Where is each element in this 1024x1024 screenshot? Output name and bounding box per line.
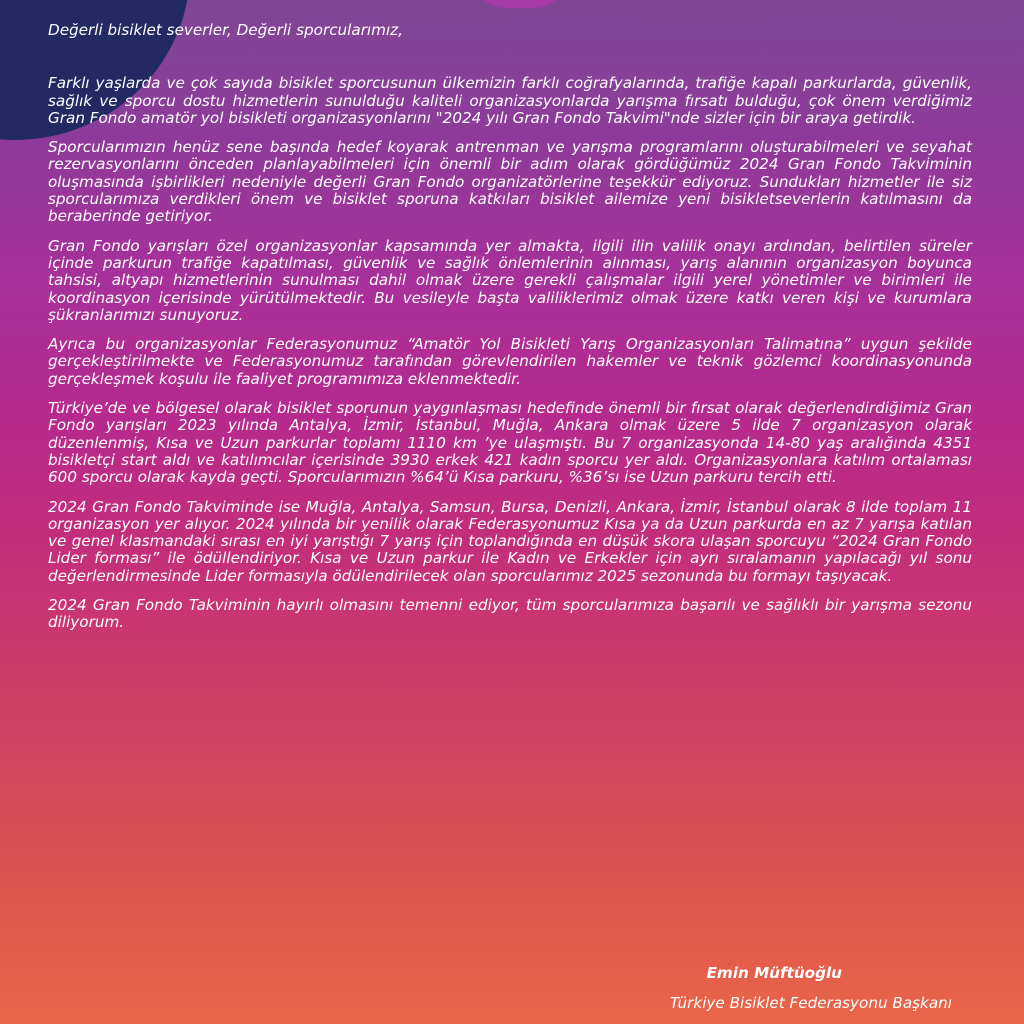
signature-block — [670, 958, 952, 1018]
letter-greeting: Değerli bisiklet severler, Değerli sporcularımız, — [48, 21, 403, 39]
decorative-pink-circle — [470, 0, 570, 8]
letter-paragraph-3: Gran Fondo yarışları özel organizasyonlar kapsamında yer almakta, ilgili ilin valilik onayı ardından, belirtilen süreler içinde parkurun trafiğe kapatılması, güvenlik ve sağlık önlemlerinin alınması, yarış alanının organizasyon boyunca tahsisi, altyapı hizmetlerinin sunulması dahil olmak üzere gerekli çalışmalar ilgili yerel yönetimler ve birimleri ile koordinasyon içerisinde yürütülmektedir. Bu vesileyle başta valiliklerimiz olmak üzere katkı veren kişi ve kurumlara şükranlarımızı sunuyoruz. — [48, 236, 972, 324]
letter-paragraph-4: Ayrıca bu organizasyonlar Federasyonumuz “Amatör Yol Bisikleti Yarış Organizasyonları Talimatına” uygun şekilde gerçekleştirilmekte ve Federasyonumuz tarafından görevlendirilen hakemler ve teknik gözlemci koordinasyonunda gerçekleşmek koşulu ile faaliyet programımıza eklenmektedir. — [48, 335, 972, 388]
letter-paragraph-2: Sporcularımızın henüz sene başında hedef koyarak antrenman ve yarışma programlarını oluşturabilmeleri ve seyahat rezervasyonlarını önceden planlayabilmeleri için önemli bir adım olarak gördüğümüz 2024 Gran Fondo Takviminin oluşmasında işbirlikleri nedeniyle değerli Gran Fondo organizatörlerine teşekkür ediyoruz. Sundukları hizmetler ile siz sporcularımıza verdikleri önem ve bisiklet sporuna katkıları bisiklet ailemize yeni bisikletseverlerin katılmasını da beraberinde getiriyor. — [48, 138, 972, 226]
letter-paragraph-6: 2024 Gran Fondo Takviminde ise Muğla, Antalya, Samsun, Bursa, Denizli, Ankara, İzmir, İstanbul olarak 8 ilde toplam 11 organizasyon yer alıyor. 2024 yılında bir yenilik olarak Federasyonumuz Kısa ya da Uzun parkurda en az 7 yarışa katılan ve genel klasmandaki sırası en iyi yarıştığı 7 yarış için toplandığında en düşük skora ulaşan sporcuyu “2024 Gran Fondo Lider forması” ile ödüllendiriyor. Kısa ve Uzun parkur ile Kadın ve Erkekler için ayrı sıralamanın yapılacağı yıl sonu değerlendirmesinde Lider formasıyla ödülendirilecek olan sporcularımız 2025 sezonunda bu formayı taşıyacak. — [48, 497, 972, 585]
letter-paragraph-5: Türkiye’de ve bölgesel olarak bisiklet sporunun yaygınlaşması hedefinde önemli bir fırsat olarak değerlendirdiğimiz Gran Fondo yarışları 2023 yılında Antalya, İzmir, İstanbul, Muğla, Ankara olmak üzere 5 ilde 7 organizasyon olarak düzenlenmiş, Kısa ve Uzun parkurlar toplamı 1110 km ’ye ulaşmıştı. Bu 7 organizasyonda 14-80 yaş aralığında 4351 bisikletçi start aldı ve katılımcılar içerisinde 3930 erkek 421 kadın sporcu yer aldı. Organizasyonlara katılım ortalaması 600 sporcu olarak kayda geçti. Sporcularımızın %64’ü Kısa parkuru, %36’sı ise Uzun parkuru tercih etti. — [48, 399, 972, 487]
signature-title: Türkiye Bisiklet Federasyonu Başkanı — [669, 994, 952, 1012]
signature-name: Emin Müftüoğlu — [706, 964, 842, 982]
letter-paragraph-1: Farklı yaşlarda ve çok sayıda bisiklet sporcusunun ülkemizin farklı coğrafyalarında, trafiğe kapalı parkurlarda, güvenlik, sağlık ve sporcu dostu hizmetlerin sunulduğu kaliteli organizasyonlarda yarışma fırsatı bulduğu, çok önem verdiğimiz Gran Fondo amatör yol bisikleti organizasyonlarını "2024 yılı Gran Fondo Takvimi"nde sizler için bir araya getirdik. — [48, 74, 972, 127]
letter-body — [48, 22, 972, 644]
letter-paragraph-7: 2024 Gran Fondo Takviminin hayırlı olmasını temenni ediyor, tüm sporcularımıza başarılı ve sağlıklı bir yarışma sezonu diliyorum. — [48, 596, 972, 632]
